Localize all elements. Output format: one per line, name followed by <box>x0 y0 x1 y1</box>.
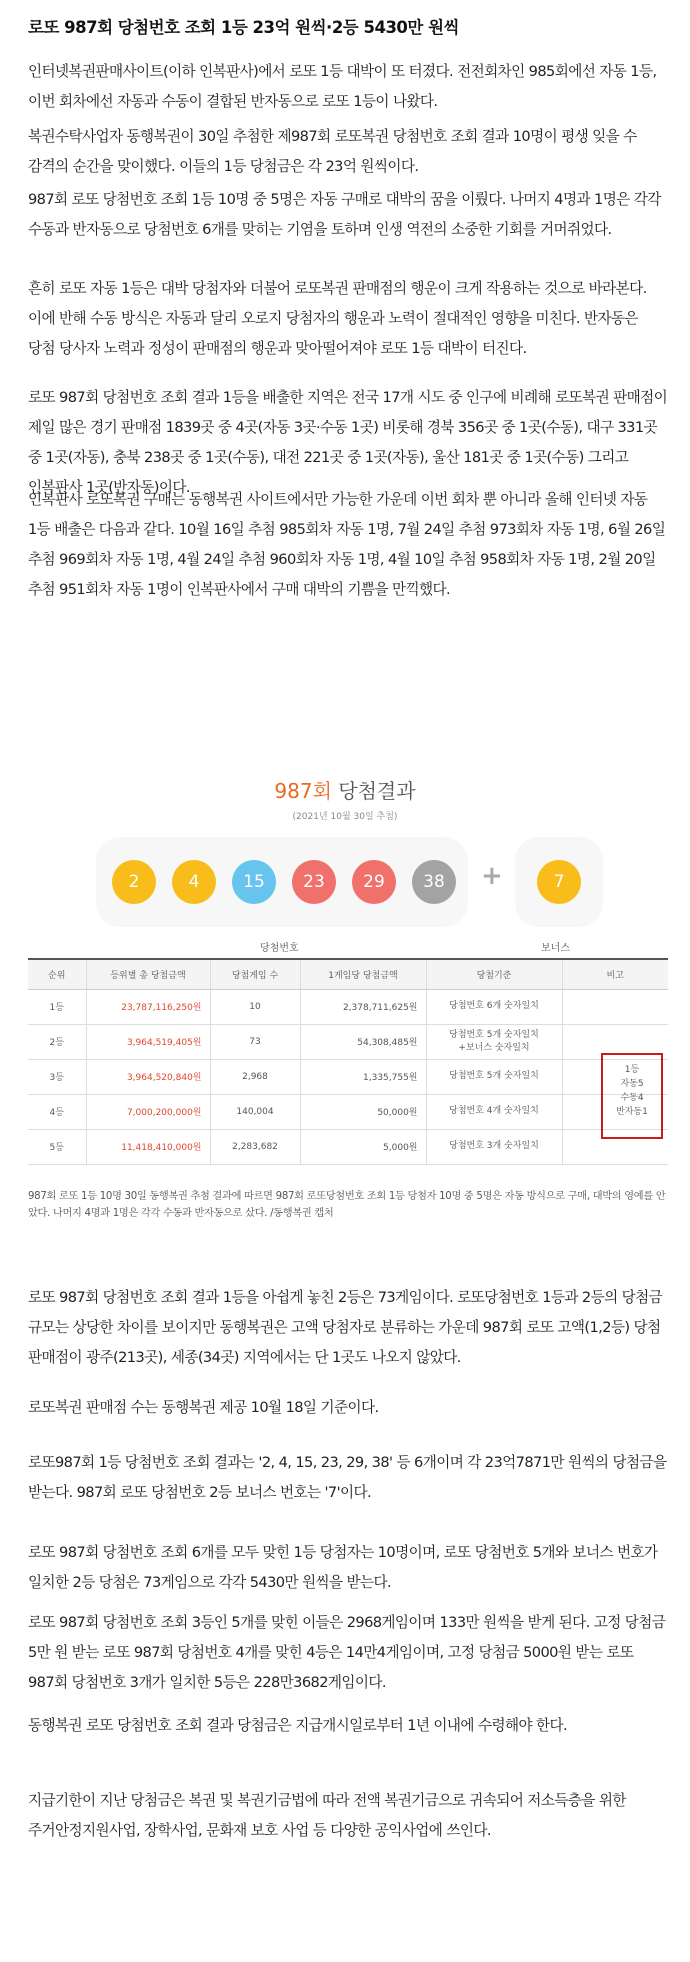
paragraph: 인복판사 로또복권 구매는 동행복권 사이트에서만 가능한 가운데 이번 회차 뿐 아니라 올해 인터넷 자동 1등 배출은 다음과 같다. 10월 16일 추첨 985회차 자동 1명, 7월 24일 추첨 973회차 자동 1명, 6월 26일 추첨 969회차 자동 1명, 4월 24일 추첨 960회차 자동 1명, 4월 10일 추첨 958회차 자동 1명, 2월 20일 추첨 951회차 자동 1명이 인복판사에서 구매 대박의 기쁨을 만끽했다. <box>28 491 666 598</box>
criteria-cell-text: 당첨번호 6개 숫자일치 <box>449 1001 539 1011</box>
paragraph: 로또 987회 당첨번호 조회 6개를 모두 맞힌 1등 당첨자는 10명이며, 로또 당첨번호 5개와 보너스 번호가 일치한 2등 당첨은 73게임으로 각각 5430만 원씩을 받는다. <box>28 1544 658 1591</box>
games-cell-text: 2,283,682 <box>232 1141 278 1152</box>
total-amount-cell <box>86 1024 210 1059</box>
rank-cell-text: 5등 <box>49 1143 64 1153</box>
winning-numbers-caption: 당첨번호 <box>260 943 299 954</box>
total-amount-cell <box>86 989 210 1024</box>
column-header: 당첨기준 <box>426 959 562 989</box>
paragraph: 동행복권 로또 당첨번호 조회 결과 당첨금은 지급개시일로부터 1년 이내에 수령해야 한다. <box>28 1717 568 1734</box>
paragraph: 987회 로또 당첨번호 조회 1등 10명 중 5명은 자동 구매로 대박의 꿈을 이뤘다. 나머지 4명과 1명은 각각 수동과 반자동으로 당첨번호 6개를 맞히는 기염을 토하며 인생 역전의 소중한 기회를 거머쥐었다. <box>28 191 661 238</box>
paragraph: 로또복권 판매점 수는 동행복권 제공 10월 18일 기준이다. <box>28 1399 379 1416</box>
remarks-cell <box>562 989 668 1024</box>
total-amount-cell-text: 3,964,520,840원 <box>126 1073 202 1083</box>
per-game-cell-text: 50,000원 <box>377 1108 418 1118</box>
lotto-ball: 15 <box>232 860 276 904</box>
column-header: 등위별 총 당첨금액 <box>86 959 210 989</box>
criteria-bonus-text: +보너스 숫자일치 <box>458 1042 530 1053</box>
rank-cell-text: 3등 <box>49 1073 64 1083</box>
rank-cell <box>28 1129 86 1164</box>
lotto-ball: 29 <box>352 860 396 904</box>
rank-cell <box>28 1094 86 1129</box>
criteria-cell-text: 당첨번호 4개 숫자일치 <box>449 1106 539 1116</box>
paragraph: 로또987회 1등 당첨번호 조회 결과는 '2, 4, 15, 23, 29, 38' 등 6개이며 각 23억7871만 원씩의 당첨금을 받는다. 987회 로또 당첨번호 2등 보너스 번호는 '7'이다. <box>28 1454 667 1501</box>
note-line: 자동5 <box>620 1079 644 1089</box>
column-header: 1게임당 당첨금액 <box>300 959 426 989</box>
column-header: 당첨게임 수 <box>210 959 300 989</box>
note-line: 반자동1 <box>616 1107 648 1117</box>
note-line: 수동4 <box>620 1093 644 1103</box>
column-header: 비고 <box>562 959 668 989</box>
winning-numbers <box>96 837 468 927</box>
column-header: 순위 <box>28 959 86 989</box>
games-cell <box>210 989 300 1024</box>
lotto-ball: 23 <box>292 860 336 904</box>
total-amount-cell <box>86 1094 210 1129</box>
article-headline: 로또 987회 당첨번호 조회 1등 23억 원씩·2등 5430만 원씩 <box>28 18 459 37</box>
prize-table <box>28 958 668 1165</box>
table-row <box>28 1024 668 1059</box>
image-caption: 987회 로또 1등 10명 30일 동행복권 추첨 결과에 따르면 987회 로또당첨번호 조회 1등 당첨자 10명 중 5명은 자동 방식으로 구매, 대박의 영예를 안았다. 나머지 4명과 1명은 각각 수동과 반자동으로 샀다. /동행복권 캡처 <box>28 1191 666 1219</box>
per-game-cell-text: 5,000원 <box>383 1143 418 1153</box>
rank-cell <box>28 1024 86 1059</box>
per-game-cell-text: 1,335,755원 <box>363 1073 418 1083</box>
per-game-cell <box>300 1059 426 1094</box>
bonus-number <box>515 837 603 927</box>
criteria-cell-text: 당첨번호 5개 숫자일치 <box>449 1071 539 1081</box>
paragraph: 흔히 로또 자동 1등은 대박 당첨자와 더불어 로또복권 판매점의 행운이 크게 작용하는 것으로 바라본다. 이에 반해 수동 방식은 자동과 달리 오로지 당첨자의 행운과 노력이 절대적인 영향을 미친다. 반자동은 당첨 당사자 노력과 정성이 판매점의 행운과 맞아떨어져야 로또 1등 대박이 터진다. <box>28 280 647 357</box>
total-amount-cell-text: 23,787,116,250원 <box>121 1003 202 1013</box>
games-cell-text: 73 <box>249 1036 261 1047</box>
table-row <box>28 1129 668 1164</box>
bonus-caption: 보너스 <box>541 943 570 954</box>
table-header-row <box>28 959 668 989</box>
rank-cell <box>28 989 86 1024</box>
plus-sign: + <box>481 861 503 891</box>
total-amount-cell-text: 11,418,410,000원 <box>121 1143 202 1153</box>
lotto-ball: 2 <box>112 860 156 904</box>
total-amount-cell <box>86 1129 210 1164</box>
paragraph: 지급기한이 지난 당첨금은 복권 및 복권기금법에 따라 전액 복권기금으로 귀속되어 저소득층을 위한 주거안정지원사업, 장학사업, 문화재 보호 사업 등 다양한 공익사업에 쓰인다. <box>28 1792 626 1839</box>
note-box <box>601 1053 663 1139</box>
games-cell-text: 2,968 <box>242 1071 268 1082</box>
rank-cell <box>28 1059 86 1094</box>
per-game-cell <box>300 1094 426 1129</box>
table-row <box>28 989 668 1024</box>
total-amount-cell-text: 3,964,519,405원 <box>126 1038 202 1048</box>
bonus-ball: 7 <box>537 860 581 904</box>
lotto-ball: 38 <box>412 860 456 904</box>
games-cell <box>210 1059 300 1094</box>
criteria-cell <box>426 1094 562 1129</box>
games-cell <box>210 1094 300 1129</box>
paragraph: 인터넷복권판매사이트(이하 인복판사)에서 로또 1등 대박이 또 터졌다. 전전회차인 985회에선 자동 1등, 이번 회차에선 자동과 수동이 결합된 반자동으로 로또 1등이 나왔다. <box>28 63 657 110</box>
criteria-cell <box>426 1024 562 1059</box>
games-cell-text: 140,004 <box>236 1106 274 1117</box>
criteria-cell <box>426 1129 562 1164</box>
table-row <box>28 1059 668 1094</box>
rank-cell-text: 2등 <box>49 1038 64 1048</box>
criteria-cell <box>426 1059 562 1094</box>
games-cell <box>210 1024 300 1059</box>
paragraph: 복권수탁사업자 동행복권이 30일 추첨한 제987회 로또복권 당첨번호 조회 결과 10명이 평생 잊을 수 감격의 순간을 맞이했다. 이들의 1등 당첨금은 각 23억 원씩이다. <box>28 128 637 175</box>
result-title: 987회 당첨결과 <box>274 779 416 803</box>
lotto-ball: 4 <box>172 860 216 904</box>
criteria-cell <box>426 989 562 1024</box>
per-game-cell-text: 2,378,711,625원 <box>342 1003 418 1013</box>
per-game-cell-text: 54,308,485원 <box>357 1038 418 1048</box>
rank-cell-text: 1등 <box>49 1003 64 1013</box>
draw-date: (2021년 10월 30일 추첨) <box>292 812 398 822</box>
total-amount-cell <box>86 1059 210 1094</box>
lotto-result-image <box>0 755 690 1175</box>
note-line: 1등 <box>624 1065 640 1075</box>
per-game-cell <box>300 1129 426 1164</box>
criteria-cell-text: 당첨번호 3개 숫자일치 <box>449 1141 539 1151</box>
games-cell <box>210 1129 300 1164</box>
criteria-cell-text: 당첨번호 5개 숫자일치 <box>449 1029 539 1040</box>
games-cell-text: 10 <box>249 1001 261 1012</box>
total-amount-cell-text: 7,000,200,000원 <box>126 1108 202 1118</box>
paragraph: 로또 987회 당첨번호 조회 결과 1등을 아쉽게 놓친 2등은 73게임이다. 로또당첨번호 1등과 2등의 당첨금 규모는 상당한 차이를 보이지만 동행복권은 고액 당첨자로 분류하는 가운데 987회 로또 고액(1,2등) 당첨 판매점이 광주(213곳), 세종(34곳) 지역에서는 단 1곳도 나오지 않았다. <box>28 1289 663 1366</box>
table-row <box>28 1094 668 1129</box>
rank-cell-text: 4등 <box>49 1108 64 1118</box>
paragraph: 로또 987회 당첨번호 조회 결과 1등을 배출한 지역은 전국 17개 시도 중 인구에 비례해 로또복권 판매점이 제일 많은 경기 판매점 1839곳 중 4곳(자동 3곳·수동 1곳) 비롯해 경북 356곳 중 1곳(수동), 대구 331곳 중 1곳(자동), 충북 238곳 중 1곳(수동), 대전 221곳 중 1곳(자동), 울산 181곳 중 1곳(수동) 그리고 인복판사 1곳(반자동)이다. <box>28 389 668 496</box>
per-game-cell <box>300 989 426 1024</box>
per-game-cell <box>300 1024 426 1059</box>
paragraph: 로또 987회 당첨번호 조회 3등인 5개를 맞힌 이들은 2968게임이며 133만 원씩을 받게 된다. 고정 당첨금 5만 원 받는 로또 987회 당첨번호 4개를 맞힌 4등은 14만4게임이며, 고정 당첨금 5000원 받는 로또 987회 당첨번호 3개가 일치한 5등은 228만3682게임이다. <box>28 1614 666 1691</box>
